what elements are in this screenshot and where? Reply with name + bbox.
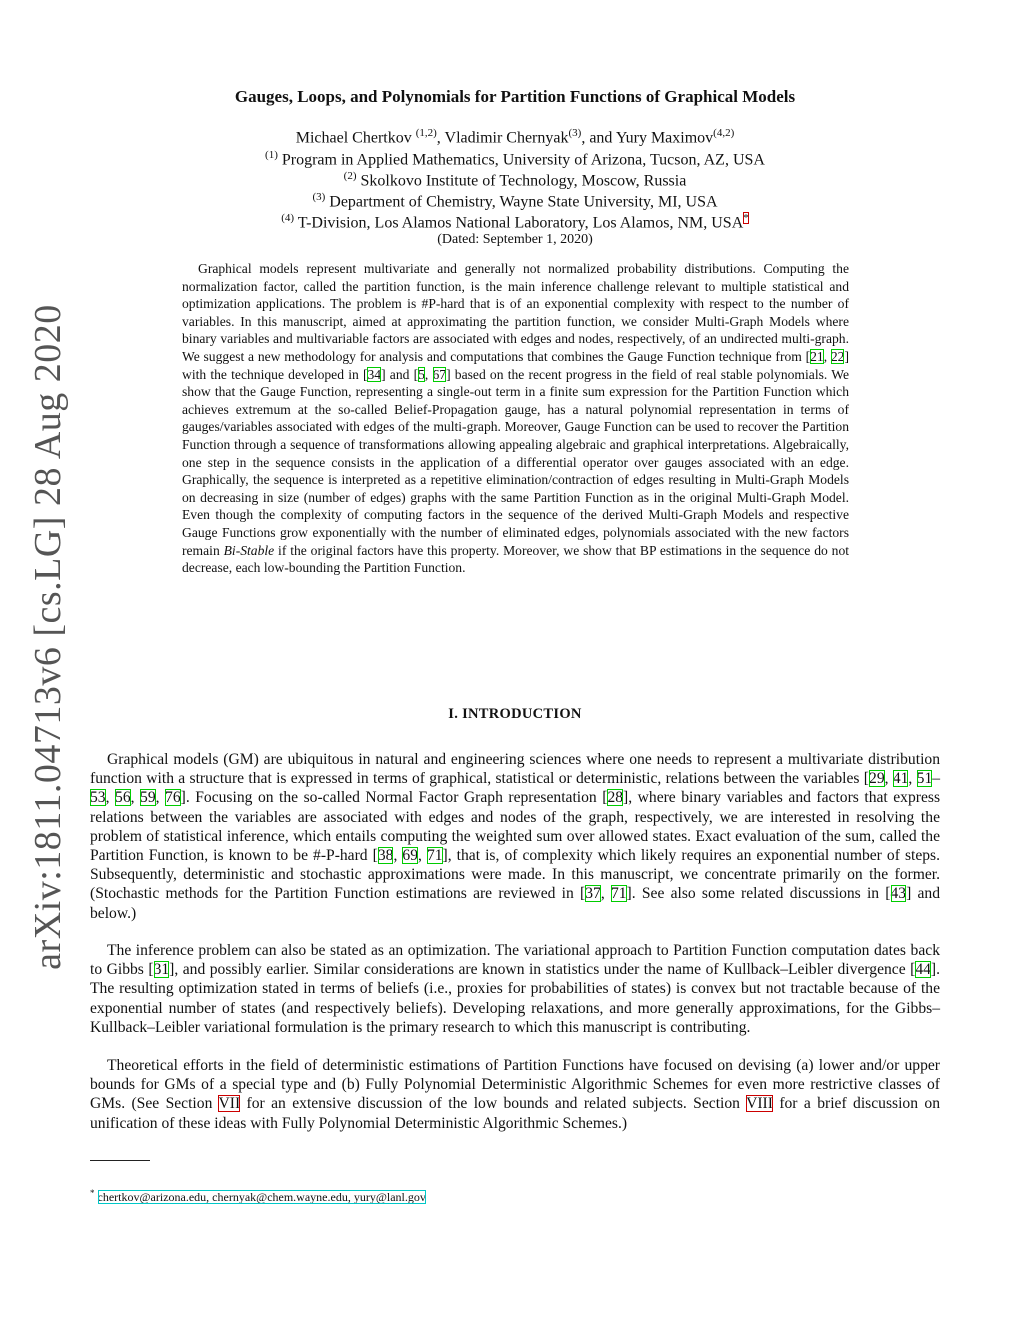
author-affil-sup: (3) (568, 127, 582, 139)
citation-separator: – (932, 770, 941, 788)
paragraph-text: for an extensive discussion of the low bounds and related subjects. Section (240, 1095, 747, 1113)
paragraph-text: ] and below.) (90, 885, 941, 922)
footnote (90, 1188, 940, 1205)
citation-separator: , (600, 885, 611, 903)
paragraph-text: for a brief discussion on unification of these ideas with Fully Polynomial Deterministic Algorithmic Schemes.) (90, 1095, 941, 1132)
footnote-link[interactable]: * (743, 212, 749, 224)
citation-link[interactable]: 22 (830, 348, 845, 364)
affiliation-3 (90, 191, 940, 211)
citation-link[interactable]: 38 (377, 847, 394, 865)
affiliation-1 (90, 149, 940, 169)
citation-separator: , (155, 789, 166, 807)
affiliation-text: Program in Applied Mathematics, University of Arizona, Tucson, AZ, USA (281, 151, 765, 169)
arxiv-identifier: arXiv:1811.04713v6 [cs.LG] 28 Aug 2020 (27, 304, 69, 970)
affiliation-4 (90, 212, 940, 232)
citation-link[interactable]: 71 (610, 885, 627, 903)
citation-separator: , (884, 770, 893, 788)
author-affil-sup: (1,2) (415, 127, 437, 139)
body-paragraph (90, 1056, 940, 1133)
affiliation-text: Skolkovo Institute of Technology, Moscow, Russia (360, 172, 687, 190)
citation-link[interactable]: 44 (915, 961, 931, 979)
paragraph-text: Theoretical efforts in the field of deterministic estimations of Partition Functions have focused on devising (a) lower and/or upper bounds for GMs of a special type and (b) Fully Polynomial Deterministic Algorithmic Schemes for even more restrictive classes of GMs. (See Section (90, 1057, 940, 1113)
affiliation-text: T-Division, Los Alamos National Laboratory, Los Alamos, NM, USA (297, 214, 744, 232)
abstract-text: Graphical models represent multivariate and generally not normalized probability distributions. Computing the normalization factor, called the partition function, is the main inference challenge relevant to multiple statistical and optimization applications. The problem is #P-hard that is of an exponential complexity with respect to the number of variables. In this manuscript, aimed at approximating the partition function, we consider Multi-Graph Models where binary variables and multivariable factors are associated with edges and nodes, respectively, of an undirected multi-graph. We suggest a new methodology for analysis and computations that combines the Gauge Function technique from [ (182, 261, 849, 364)
citation-link[interactable]: 76 (165, 789, 181, 807)
citation-link[interactable]: 29 (869, 770, 885, 788)
abstract-text: ] and [ (381, 366, 419, 382)
footnote-mark: * (90, 1188, 95, 1198)
citation-separator: , (105, 789, 116, 807)
paragraph-text: ]. Focusing on the so-called Normal Factor Graph representation [ (180, 789, 608, 807)
affiliation-sup: (2) (343, 170, 357, 182)
dated-line: (Dated: September 1, 2020) (437, 232, 593, 247)
paragraph-text: ]. See also some related discussions in [ (626, 885, 891, 903)
affiliation-sup: (4) (281, 212, 295, 224)
section-ref-link[interactable]: VIII (746, 1095, 773, 1113)
paragraph-text: Graphical models (GM) are ubiquitous in natural and engineering sciences where one needs to represent a multivariate distribution function with a structure that is expressed in terms of graphical, statistical or deterministic, relations between the variables [ (90, 751, 940, 788)
citation-separator: , (130, 789, 141, 807)
author-name: Vladimir Chernyak (444, 129, 569, 147)
affiliation-2 (90, 170, 940, 190)
citation-link[interactable]: 34 (367, 366, 382, 382)
author-separator: , and (581, 129, 616, 147)
paragraph-text: ], that is, of complexity which likely requires an exponential number of steps. Subsequently, deterministic and stochastic approximations were made. In this manuscript, we concentrate primarily on the former. (Stochastic methods for the Partition Function estimations are reviewed in [ (90, 847, 941, 903)
paragraph-text: The inference problem can also be stated as an optimization. The variational approach to Partition Function computation dates back to Gibbs [ (90, 942, 940, 979)
citation-link[interactable]: 43 (890, 885, 907, 903)
citation-separator: , (424, 366, 433, 382)
affiliation-text: Department of Chemistry, Wayne State University, MI, USA (329, 193, 718, 211)
author-name: Yury Maximov (615, 129, 714, 147)
citation-separator: , (393, 847, 403, 865)
citation-separator: , (823, 348, 831, 364)
email-links[interactable]: chertkov@arizona.edu, chernyak@chem.wayne.edu, yury@lanl.gov (97, 1190, 426, 1204)
section-heading: I. INTRODUCTION (448, 706, 582, 722)
citation-link[interactable]: 41 (892, 770, 909, 788)
citation-link[interactable]: 21 (810, 348, 824, 364)
citation-separator: , (908, 770, 917, 788)
author-affil-sup: (4,2) (713, 127, 735, 139)
citation-link[interactable]: 37 (585, 885, 601, 903)
paragraph-text: ], where binary variables and factors that express relations between the variables are associated with edges and nodes of the graph, respectively, we are interested in resolving the problem of statistical inference, which entails computing the weighted sum over allowed states. Exact evaluation of the sum, called the Partition Function, is known to be #-P-hard [ (90, 789, 941, 865)
paragraph-text: ], and possibly earlier. Similar considerations are known in statistics under the name of Kullback–Leibler divergence [ (169, 961, 916, 979)
citation-link[interactable]: 51 (916, 770, 933, 788)
citation-link[interactable]: 31 (153, 961, 170, 979)
footnote-divider (90, 1160, 150, 1161)
citation-link[interactable]: 69 (402, 847, 418, 865)
abstract (182, 260, 849, 577)
citation-link[interactable]: 28 (607, 789, 624, 807)
citation-link[interactable]: 5 (418, 366, 425, 382)
author-line (90, 127, 940, 147)
abstract-text: ] with the technique developed in [ (182, 348, 849, 382)
author-name: Michael Chertkov (295, 129, 412, 147)
body-paragraph (90, 941, 940, 1037)
author-separator: , (436, 129, 445, 147)
affiliation-sup: (1) (265, 149, 278, 161)
citation-link[interactable]: 53 (90, 789, 106, 807)
body-paragraph (90, 750, 940, 923)
paragraph-text: ]. The resulting optimization stated in terms of beliefs (i.e., proxies for probabilities of states) is convex but not tractable because of the exponential number of states (and respectively beliefs). Developing relaxations, and more generally approximations, for the Gibbs–Kullback–Leibler variational formulation is the primary research to which this manuscript is contributing. (90, 961, 940, 1036)
abstract-text: ] based on the recent progress in the field of real stable polynomials. We show that the Gauge Function, representing a single-out term in a finite sum expression for the Partition Function which achieves extremum at the so-called Belief-Propagation gauge, has a natural polynomial representation in terms of gauges/variables associated with edges of the multi-graph. Moreover, Gauge Function can be used to recover the Partition Function through a sequence of transformations allowing appealing algebraic and graphical interpretations. Algebraically, one step in the sequence consists in the application of a differential operator over gauges associated with an edge. Graphically, the sequence is interpreted as a repetitive elimination/contraction of edges resulting in Multi-Graph Models on decreasing in size (number of edges) graphs with the same Partition Function as in the original Multi-Graph Model. Even though the complexity of computing factors in the sequence of the derived Multi-Graph Models and respective Gauge Functions grow exponentially with the number of eliminated edges, polynomials associated with the new factors remain (182, 366, 849, 558)
arxiv-sidebar (27, 304, 69, 970)
citation-separator: , (417, 847, 427, 865)
citation-link[interactable]: 59 (140, 789, 156, 807)
citation-link[interactable]: 56 (115, 789, 131, 807)
affiliation-sup: (3) (312, 191, 326, 203)
section-ref-link[interactable]: VII (218, 1095, 241, 1113)
abstract-emphasis: Bi-Stable (223, 542, 275, 558)
abstract-text: if the original factors have this property. Moreover, we show that BP estimations in the sequence do not decrease, each low-bounding the Partition Function. (182, 542, 850, 576)
citation-link[interactable]: 71 (426, 847, 443, 865)
citation-link[interactable]: 67 (432, 366, 447, 382)
paper-title: Gauges, Loops, and Polynomials for Partition Functions of Graphical Models (234, 87, 796, 106)
